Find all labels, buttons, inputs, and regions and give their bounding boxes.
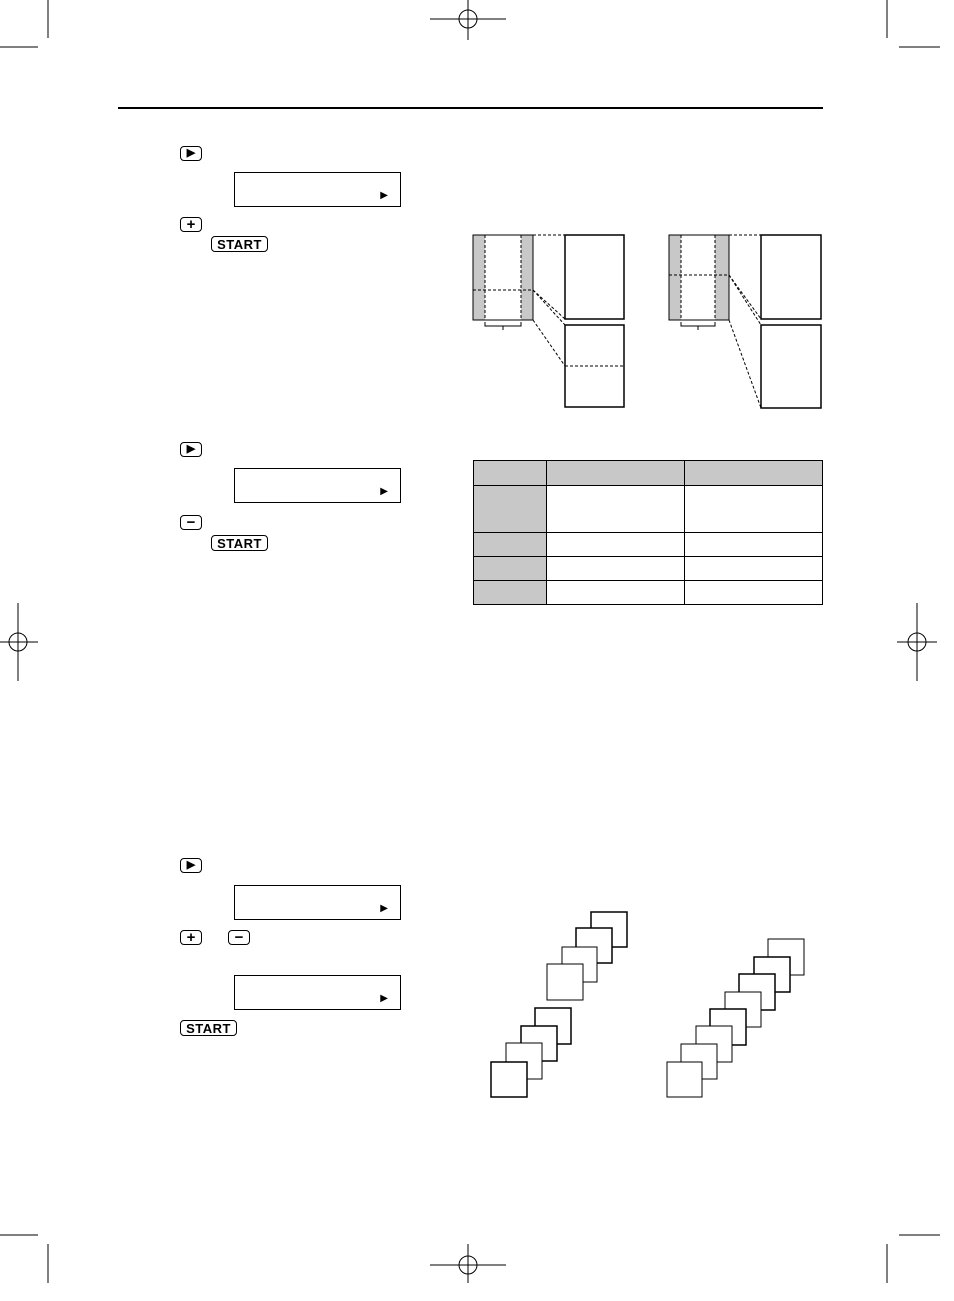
play-key[interactable]: [180, 442, 202, 457]
table-row: [474, 557, 823, 581]
lcd-display-2: [234, 468, 401, 503]
table-cell: [685, 486, 823, 533]
minus-icon: −: [186, 514, 196, 531]
copy-page-4: [761, 325, 821, 408]
settings-table: [473, 460, 823, 605]
table-cell: [685, 533, 823, 557]
table-cell: [685, 581, 823, 605]
table-cell: [547, 581, 685, 605]
right-arrow-icon: ▶: [380, 486, 388, 497]
plus-icon: +: [186, 216, 196, 233]
table-header-cell: [474, 461, 547, 486]
header-rule: [118, 107, 823, 109]
start-key[interactable]: [180, 1020, 237, 1036]
lcd-display-1: [234, 172, 401, 207]
minus-icon: −: [234, 929, 244, 946]
table-row-head: [474, 557, 547, 581]
lcd-display-3: [234, 885, 401, 920]
table-row-head: [474, 581, 547, 605]
plus-key[interactable]: [180, 930, 202, 945]
start-key-label: START: [217, 236, 262, 252]
collate-diagram: [480, 905, 820, 1105]
table-cell: [547, 486, 685, 533]
plus-key[interactable]: [180, 217, 202, 232]
right-arrow-icon: ▶: [380, 993, 388, 1004]
start-key[interactable]: [211, 535, 268, 551]
table-header-row: [474, 461, 823, 486]
start-key[interactable]: [211, 236, 268, 252]
start-key-label: START: [186, 1020, 231, 1036]
table-row-head: [474, 486, 547, 533]
table-header-cell: [547, 461, 685, 486]
minus-key[interactable]: [180, 515, 202, 530]
reduction-diagram: [465, 228, 830, 418]
copy-page-1: [565, 235, 624, 319]
play-key[interactable]: [180, 858, 202, 873]
table-cell: [547, 557, 685, 581]
play-triangle-icon: ▶: [186, 443, 196, 455]
table-row: [474, 486, 823, 533]
table-cell: [547, 533, 685, 557]
play-triangle-icon: ▶: [186, 147, 196, 159]
right-arrow-icon: ▶: [380, 903, 388, 914]
table-row: [474, 581, 823, 605]
table-row-head: [474, 533, 547, 557]
play-triangle-icon: ▶: [186, 859, 196, 871]
play-key[interactable]: [180, 146, 202, 161]
table-row: [474, 533, 823, 557]
minus-key[interactable]: [228, 930, 250, 945]
table-cell: [685, 557, 823, 581]
start-key-label: START: [217, 535, 262, 551]
copy-page-3: [761, 235, 821, 319]
right-arrow-icon: ▶: [380, 190, 388, 201]
lcd-display-4: [234, 975, 401, 1010]
plus-icon: +: [186, 929, 196, 946]
table-header-cell: [685, 461, 823, 486]
